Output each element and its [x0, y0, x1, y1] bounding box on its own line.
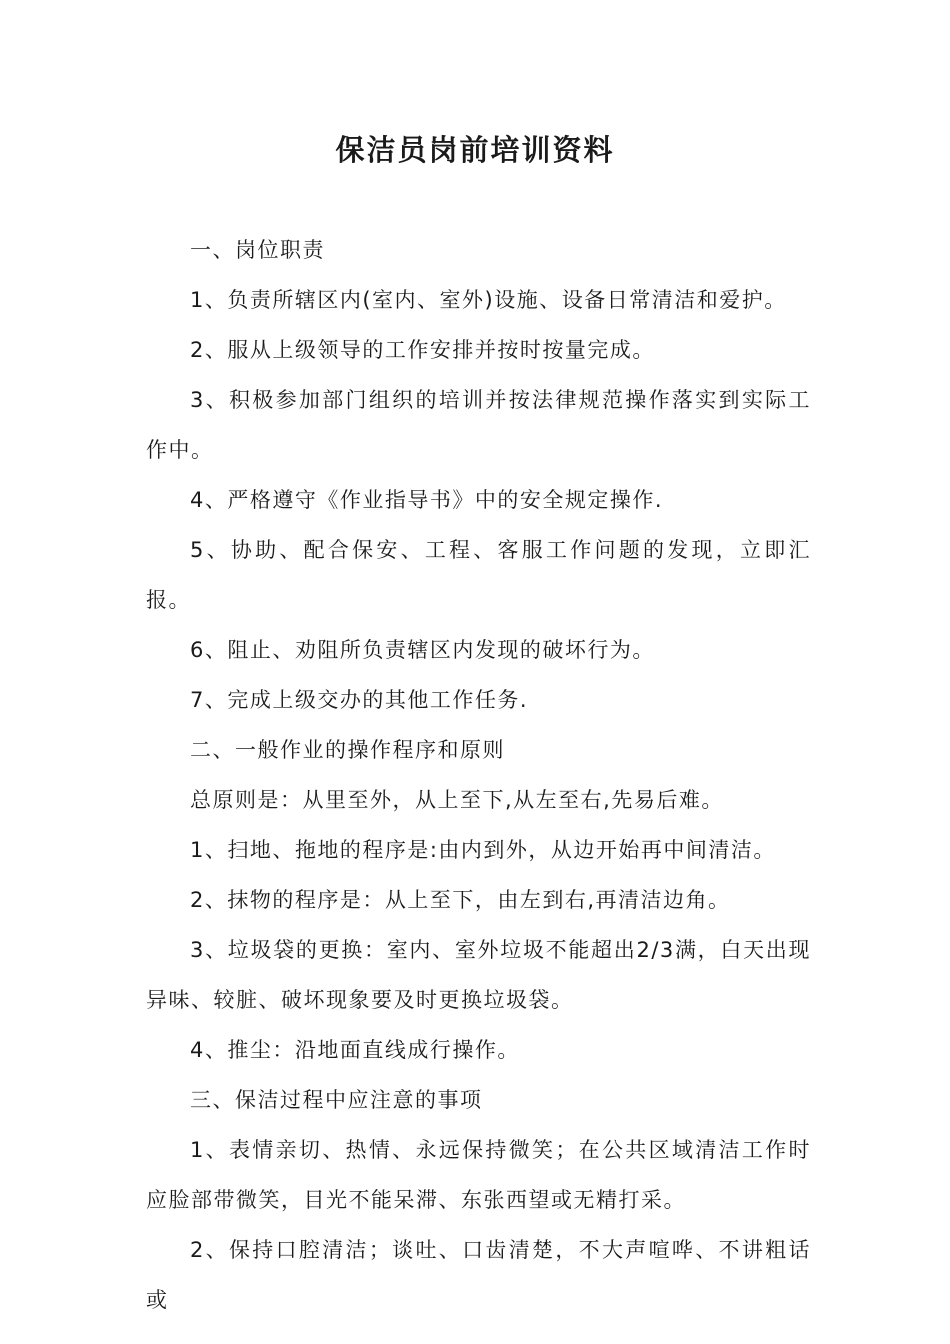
- paragraph: 2、保持口腔清洁；谈吐、口齿清楚，不大声喧哗、不讲粗话或: [146, 1238, 811, 1312]
- heading-section-3: 三、保洁过程中应注意的事项: [190, 1088, 483, 1112]
- paragraph: 1、扫地、拖地的程序是:由内到外，从边开始再中间清洁。: [190, 838, 776, 862]
- heading-section-2: 二、一般作业的操作程序和原则: [190, 738, 505, 762]
- document-body: [146, 225, 811, 1325]
- paragraph: 1、表情亲切、热情、永远保持微笑；在公共区域清洁工作时应脸部带微笑，目光不能呆滞、东张西望或无精打采。: [146, 1138, 811, 1212]
- paragraph: 3、积极参加部门组织的培训并按法律规范操作落实到实际工作中。: [146, 388, 811, 462]
- paragraph: 7、完成上级交办的其他工作任务.: [190, 688, 529, 712]
- paragraph: 6、阻止、劝阻所负责辖区内发现的破坏行为。: [190, 638, 655, 662]
- paragraph: 4、严格遵守《作业指导书》中的安全规定操作.: [190, 488, 664, 512]
- paragraph: 3、垃圾袋的更换：室内、室外垃圾不能超出2/3满，白天出现异味、较脏、破坏现象要及时更换垃圾袋。: [146, 938, 811, 1012]
- paragraph: 4、推尘：沿地面直线成行操作。: [190, 1038, 520, 1062]
- paragraph: 2、服从上级领导的工作安排并按时按量完成。: [190, 338, 655, 362]
- document-title: 保洁员岗前培训资料: [335, 133, 615, 167]
- paragraph: 2、抹物的程序是：从上至下，由左到右,再清洁边角。: [190, 888, 731, 912]
- paragraph: 5、协助、配合保安、工程、客服工作问题的发现，立即汇报。: [146, 538, 811, 612]
- paragraph: 1、负责所辖区内(室内、室外)设施、设备日常清洁和爱护。: [190, 288, 787, 312]
- heading-section-1: 一、岗位职责: [190, 238, 325, 262]
- paragraph: 总原则是：从里至外，从上至下,从左至右,先易后难。: [190, 788, 724, 812]
